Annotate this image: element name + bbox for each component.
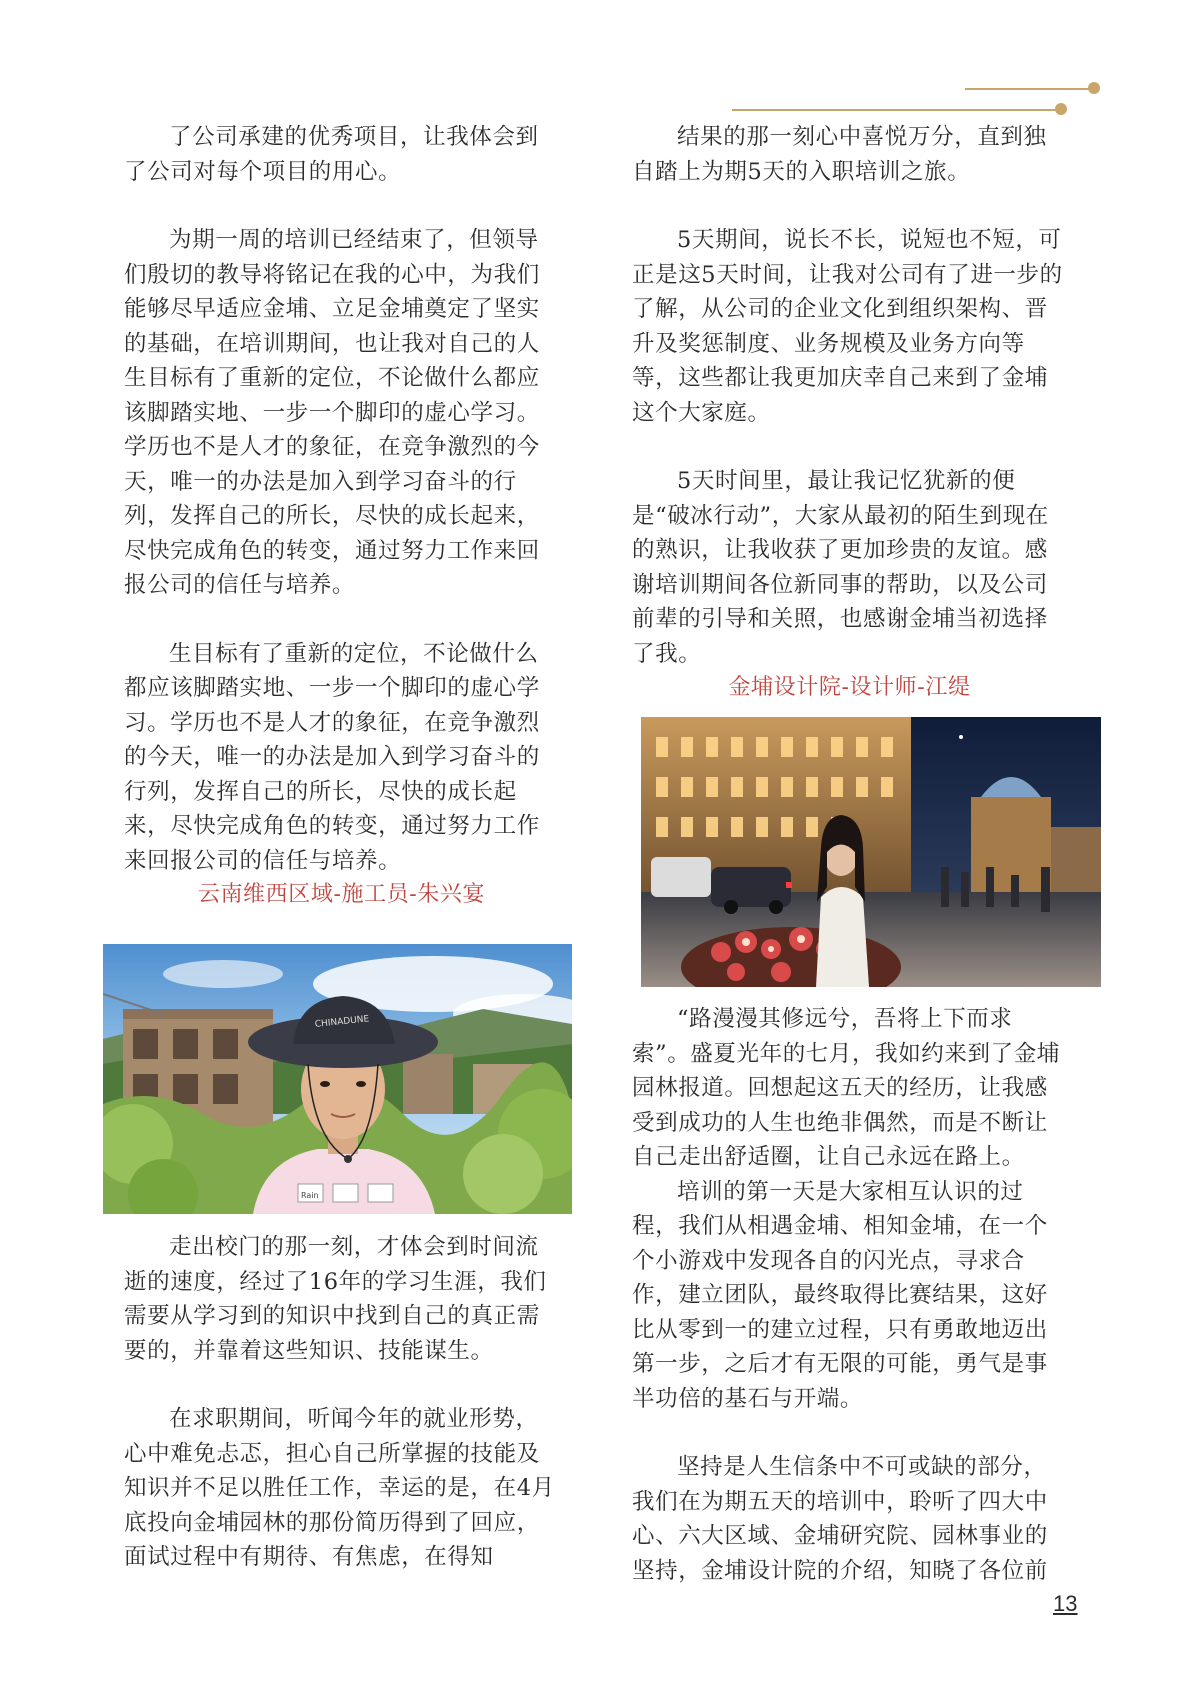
header-dot-bottom xyxy=(1055,103,1067,115)
left-signature: 云南维西区域-施工员-朱兴宴 xyxy=(197,882,486,907)
night-street-illustration xyxy=(641,717,1101,987)
right-paragraph-3: 5天时间里，最让我记忆犹新的便是“破冰行动”，大家从最初的陌生到现在的熟识，让我收获了更加珍贵的友谊。感谢培训期间各位新同事的帮助，以及公司前辈的引导和关照，也感谢金埔当初选择了我。 xyxy=(632,468,1049,667)
right-column-top xyxy=(632,120,1067,705)
hat-brand-text: CHINADUNE xyxy=(314,1014,370,1030)
left-column-bottom xyxy=(124,1230,559,1575)
right-column-bottom xyxy=(632,1002,1067,1588)
left-paragraph-3: 生目标有了重新的定位，不论做什么都应该脚踏实地、一步一个脚印的虚心学习。学历也不是人才的象征，在竞争激烈的今天，唯一的办法是加入到学习奋斗的行列，发挥自己的所长，尽快的成长起来，尽快完成角色的转变，通过努力工作来回报公司的信任与培养。 xyxy=(124,640,540,874)
left-column-top xyxy=(124,120,559,912)
right-paragraph-4: “路漫漫其修远兮，吾将上下而求索”。盛夏光年的七月，我如约来到了金埔园林报道。回想起这五天的经历，让我感受到成功的人生也绝非偶然，而是不断让自己走出舒适圈，让自己永远在路上。 xyxy=(632,1006,1060,1170)
left-paragraph-4: 走出校门的那一刻，才体会到时间流逝的速度，经过了16年的学习生涯，我们需要从学习到的知识中找到自己的真正需要的，并靠着这些知识、技能谋生。 xyxy=(124,1234,547,1364)
right-paragraph-1: 结果的那一刻心中喜悦万分，直到独自踏上为期5天的入职培训之旅。 xyxy=(632,124,1047,185)
left-paragraph-2: 为期一周的培训已经结束了，但领导们殷切的教导将铭记在我的心中，为我们能够尽早适应金埔、立足金埔奠定了坚实的基础，在培训期间，也让我对自己的人生目标有了重新的定位，不论做什么都应该脚踏实地、一步一个脚印的虚心学习。学历也不是人才的象征，在竞争激烈的今天，唯一的办法是加入到学习奋斗的行列，发挥自己的所长，尽快的成长起来，尽快完成角色的转变，通过努力工作来回报公司的信任与培养。 xyxy=(124,227,540,598)
left-paragraph-5: 在求职期间，听闻今年的就业形势，心中难免忐忑，担心自己所掌握的技能及知识并不足以胜任工作，幸运的是，在4月底投向金埔园林的那份简历得到了回应，面试过程中有期待、有焦虑，在得知 xyxy=(124,1406,555,1570)
header-rule-top xyxy=(965,88,1093,90)
right-paragraph-2: 5天期间，说长不长，说短也不短，可正是这5天时间，让我对公司有了进一步的了解，从公司的企业文化到组织架构、晋升及奖惩制度、业务规模及业务方向等等，这些都让我更加庆幸自己来到了金埔这个大家庭。 xyxy=(632,227,1063,426)
header-dot-top xyxy=(1088,82,1100,94)
photo-construction-worker xyxy=(103,944,572,1214)
shirt-print-text: Rain xyxy=(301,1191,319,1200)
right-paragraph-6: 坚持是人生信条中不可或缺的部分，我们在为期五天的培训中，聆听了四大中心、六大区域、金埔研究院、园林事业的坚持，金埔设计院的介绍，知晓了各位前 xyxy=(632,1454,1048,1584)
right-paragraph-5: 培训的第一天是大家相互认识的过程，我们从相遇金埔、相知金埔，在一个个小游戏中发现各自的闪光点，寻求合作，建立团队，最终取得比赛结果，这好比从零到一的建立过程，只有勇敢地迈出第一步，之后才有无限的可能，勇气是事半功倍的基石与开端。 xyxy=(632,1178,1048,1412)
header-rule-bottom xyxy=(732,109,1062,111)
right-signature: 金埔设计院-设计师-江缇 xyxy=(728,675,971,700)
construction-worker-illustration xyxy=(103,944,572,1214)
left-paragraph-1: 了公司承建的优秀项目，让我体会到了公司对每个项目的用心。 xyxy=(124,124,539,185)
page-number: 13 xyxy=(1053,1591,1078,1616)
photo-night-street xyxy=(641,717,1101,987)
